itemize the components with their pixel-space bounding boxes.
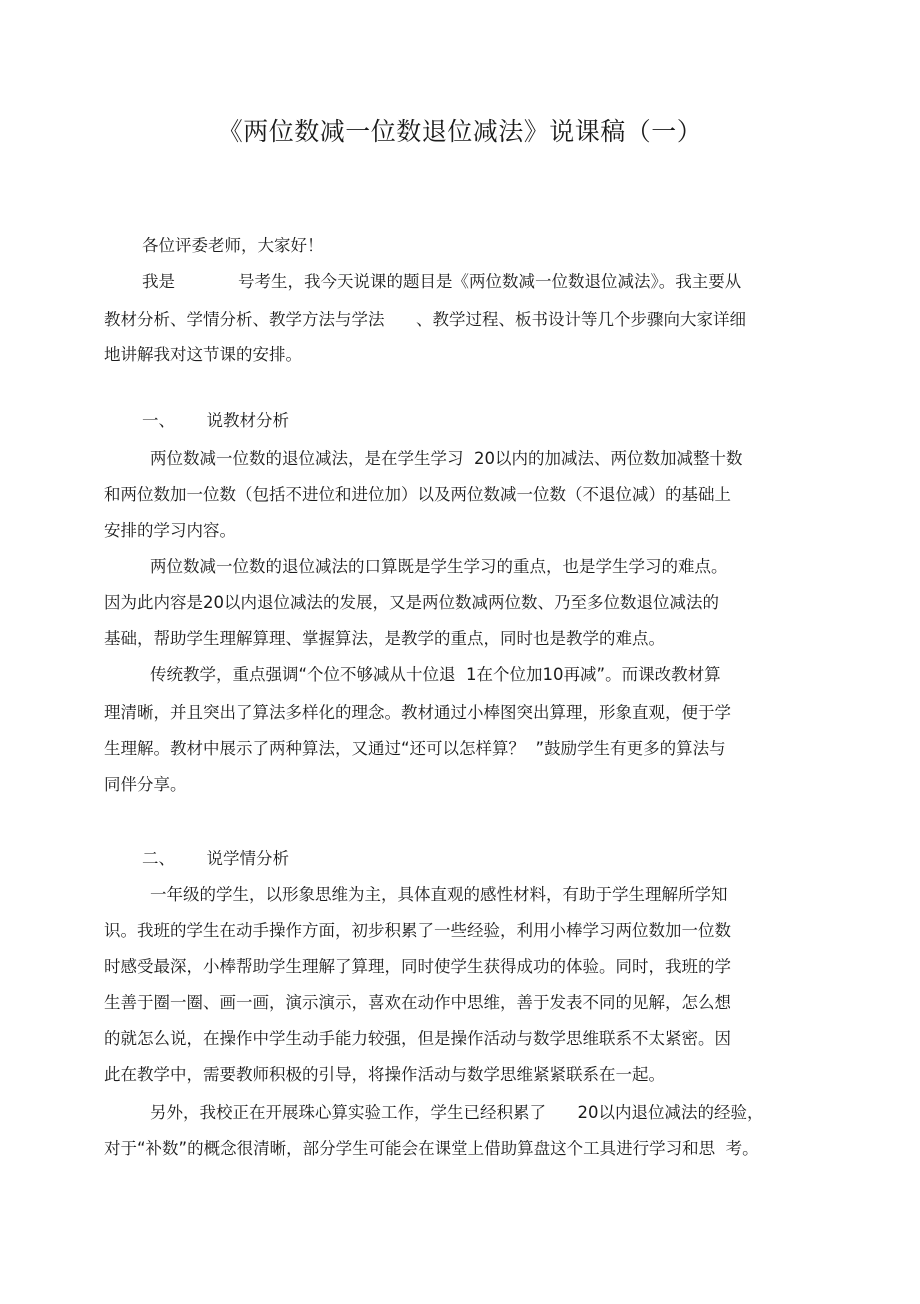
paragraph-line: 一年级的学生，以形象思维为主，具体直观的感性材料，有助于学生理解所学知 (150, 885, 728, 904)
paragraph-line: 对于“补数”的概念很清晰，部分学生可能会在课堂上借助算盘这个工具进行学习和思 考。 (104, 1139, 759, 1158)
paragraph-line: 传统教学，重点强调“个位不够减从十位退 1在个位加10再减”。而课改教材算 (150, 665, 721, 684)
paragraph-line: 基础，帮助学生理解算理、掌握算法，是教学的重点，同时也是教学的难点。 (104, 629, 665, 648)
paragraph-line: 理清晰，并且突出了算法多样化的理念。教材通过小棒图突出算理，形象直观，便于学 (104, 703, 731, 722)
paragraph-line: 同伴分享。 (104, 775, 187, 794)
intro-line-2: 教材分析、学情分析、教学方法与学法 、教学过程、板书设计等几个步骤向大家详细 (104, 310, 746, 329)
paragraph-line: 生理解。教材中展示了两种算法，又通过“还可以怎样算？ ”鼓励学生有更多的算法与 (104, 739, 726, 758)
paragraph-line: 两位数减一位数的退位减法，是在学生学习 20以内的加减法、两位数加减整十数 (150, 449, 743, 468)
paragraph-line: 生善于圈一圈、画一画，演示演示，喜欢在动作中思维，善于发表不同的见解，怎么想 (104, 993, 731, 1012)
document-title: 《两位数减一位数退位减法》说课稿（一） (217, 117, 703, 146)
greeting-line: 各位评委老师，大家好！ (142, 236, 324, 255)
paragraph-line: 此在教学中，需要教师积极的引导，将操作活动与数学思维紧紧联系在一起。 (104, 1065, 665, 1084)
section-heading-2: 二、 说学情分析 (142, 849, 289, 868)
intro-line-1: 我是 号考生，我今天说课的题目是《两位数减一位数退位减法》。我主要从 (142, 272, 742, 291)
paragraph-line: 安排的学习内容。 (104, 521, 236, 540)
paragraph-line: 和两位数加一位数（包括不进位和进位加）以及两位数减一位数（不退位减）的基础上 (104, 485, 731, 504)
paragraph-line: 的就怎么说，在操作中学生动手能力较强，但是操作活动与数学思维联系不太紧密。因 (104, 1029, 731, 1048)
paragraph-line: 两位数减一位数的退位减法的口算既是学生学习的重点，也是学生学习的难点。 (150, 557, 728, 576)
paragraph-line: 时感受最深，小棒帮助学生理解了算理，同时使学生获得成功的体验。同时，我班的学 (104, 957, 731, 976)
paragraph-line: 因为此内容是20以内退位减法的发展，又是两位数减两位数、乃至多位数退位减法的 (104, 593, 719, 612)
intro-line-3: 地讲解我对这节课的安排。 (104, 345, 302, 364)
paragraph-line: 另外，我校正在开展珠心算实验工作，学生已经积累了 20以内退位减法的经验， (150, 1103, 764, 1122)
paragraph-line: 识。我班的学生在动手操作方面，初步积累了一些经验，利用小棒学习两位数加一位数 (104, 921, 731, 940)
section-heading-1: 一、 说教材分析 (142, 411, 289, 430)
